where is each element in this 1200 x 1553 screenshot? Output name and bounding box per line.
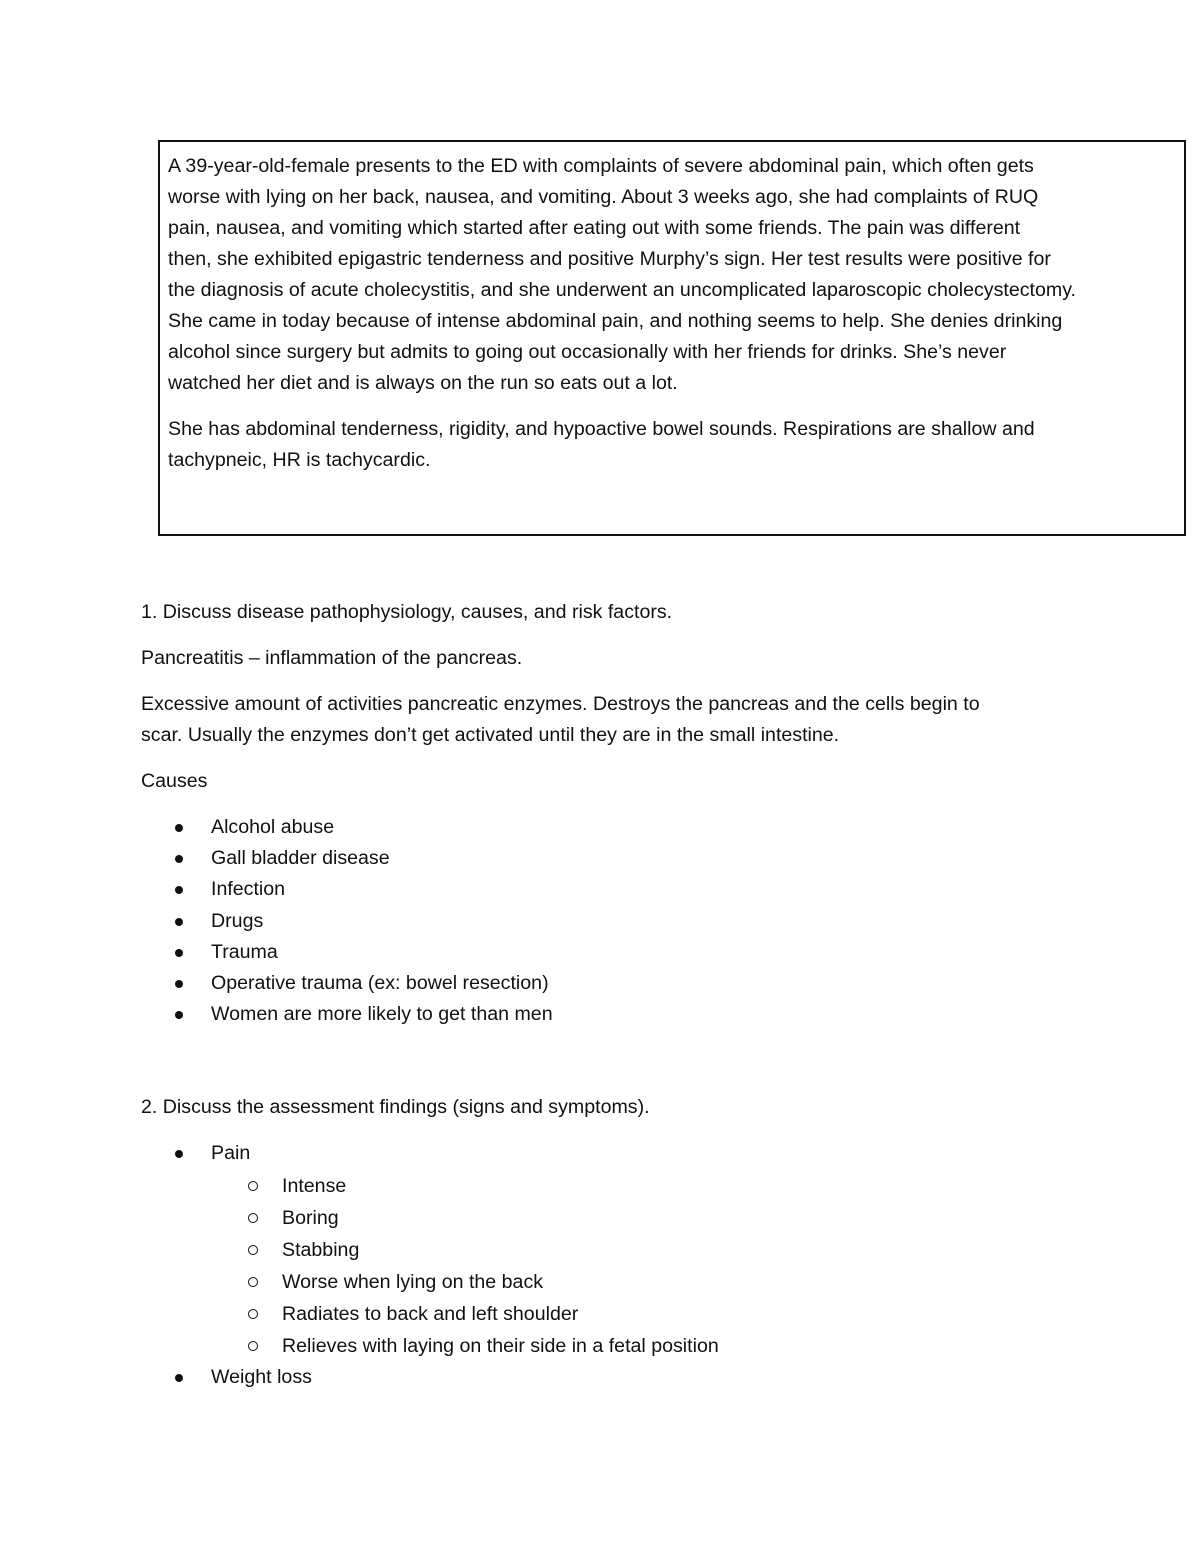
sub-list-item-text: Relieves with laying on their side in a fetal position (282, 1334, 719, 1357)
list-item-text: Pain (211, 1142, 251, 1165)
hollow-bullet-icon (248, 1213, 258, 1223)
question-1-heading: 1. Discuss disease pathophysiology, causes, and risk factors. (141, 601, 673, 623)
bullet-icon (175, 886, 183, 894)
causes-list (141, 812, 1141, 1030)
case-line: the diagnosis of acute cholecystitis, and she underwent an uncomplicated laparoscopic cholecystectomy. (168, 279, 1076, 301)
causes-label: Causes (141, 770, 208, 792)
bullet-icon (175, 1374, 183, 1382)
hollow-bullet-icon (248, 1245, 258, 1255)
list-item (141, 1138, 1141, 1361)
hollow-bullet-icon (248, 1181, 258, 1191)
list-item-text: Operative trauma (ex: bowel resection) (211, 972, 549, 995)
case-line: She came in today because of intense abdominal pain, and nothing seems to help. She denies drinking (168, 310, 1063, 332)
explanation-line: scar. Usually the enzymes don’t get activated until they are in the small intestine. (141, 724, 840, 746)
pancreatitis-definition: Pancreatitis – inflammation of the pancreas. (141, 647, 523, 669)
case-line: A 39-year-old-female presents to the ED with complaints of severe abdominal pain, which often gets (168, 155, 1034, 177)
sub-list-item (141, 1234, 1141, 1266)
sub-list-item-text: Worse when lying on the back (282, 1270, 544, 1293)
hollow-bullet-icon (248, 1309, 258, 1319)
list-item (141, 968, 1141, 999)
bullet-icon (175, 1150, 183, 1158)
bullet-icon (175, 980, 183, 988)
case-line: alcohol since surgery but admits to going out occasionally with her friends for drinks. She’s never (168, 341, 1007, 363)
list-item-text: Women are more likely to get than men (211, 1003, 553, 1026)
sub-list-item-text: Stabbing (282, 1238, 360, 1261)
bullet-icon (175, 824, 183, 832)
hollow-bullet-icon (248, 1277, 258, 1287)
case-line: then, she exhibited epigastric tenderness and positive Murphy’s sign. Her test results were positive for (168, 248, 1051, 270)
findings-list (141, 1138, 1141, 1392)
bullet-icon (175, 949, 183, 957)
case-line: watched her diet and is always on the run so eats out a lot. (168, 372, 678, 394)
sub-list-item (141, 1330, 1141, 1362)
sub-list-item (141, 1170, 1141, 1202)
sub-list-item-text: Intense (282, 1174, 347, 1197)
explanation-line: Excessive amount of activities pancreatic enzymes. Destroys the pancreas and the cells begin to (141, 693, 980, 715)
list-item (141, 906, 1141, 937)
list-item (141, 874, 1141, 905)
bullet-icon (175, 1011, 183, 1019)
list-item (141, 937, 1141, 968)
bullet-icon (175, 855, 183, 863)
list-item (141, 999, 1141, 1030)
list-item-text: Drugs (211, 909, 264, 932)
pain-details-list (211, 1170, 1141, 1362)
case-line: She has abdominal tenderness, rigidity, and hypoactive bowel sounds. Respirations are shallow and (168, 418, 1035, 440)
list-item-text: Infection (211, 878, 286, 901)
list-item-text: Gall bladder disease (211, 847, 390, 870)
sub-list-item (141, 1298, 1141, 1330)
list-item-text: Alcohol abuse (211, 816, 335, 838)
sub-list-item (141, 1266, 1141, 1298)
pathophysiology-explanation (141, 689, 1141, 751)
case-study-box (158, 140, 1186, 536)
answers-section (141, 597, 1141, 1393)
sub-list-item-text: Boring (282, 1206, 339, 1229)
case-line: worse with lying on her back, nausea, and vomiting. About 3 weeks ago, she had complaints of RUQ (168, 186, 1039, 208)
case-paragraph-2 (168, 414, 1176, 476)
list-item-text: Weight loss (211, 1365, 312, 1388)
question-2-heading: 2. Discuss the assessment findings (signs and symptoms). (141, 1096, 650, 1119)
case-paragraph-1 (168, 151, 1176, 399)
list-item (141, 843, 1141, 874)
case-line: pain, nausea, and vomiting which started after eating out with some friends. The pain was different (168, 217, 1021, 239)
list-item (141, 812, 1141, 843)
list-item (141, 1362, 1141, 1393)
hollow-bullet-icon (248, 1341, 258, 1351)
sub-list-item (141, 1202, 1141, 1234)
sub-list-item-text: Radiates to back and left shoulder (282, 1302, 579, 1325)
case-line: tachypneic, HR is tachycardic. (168, 449, 431, 471)
bullet-icon (175, 918, 183, 926)
list-item-text: Trauma (211, 940, 278, 963)
